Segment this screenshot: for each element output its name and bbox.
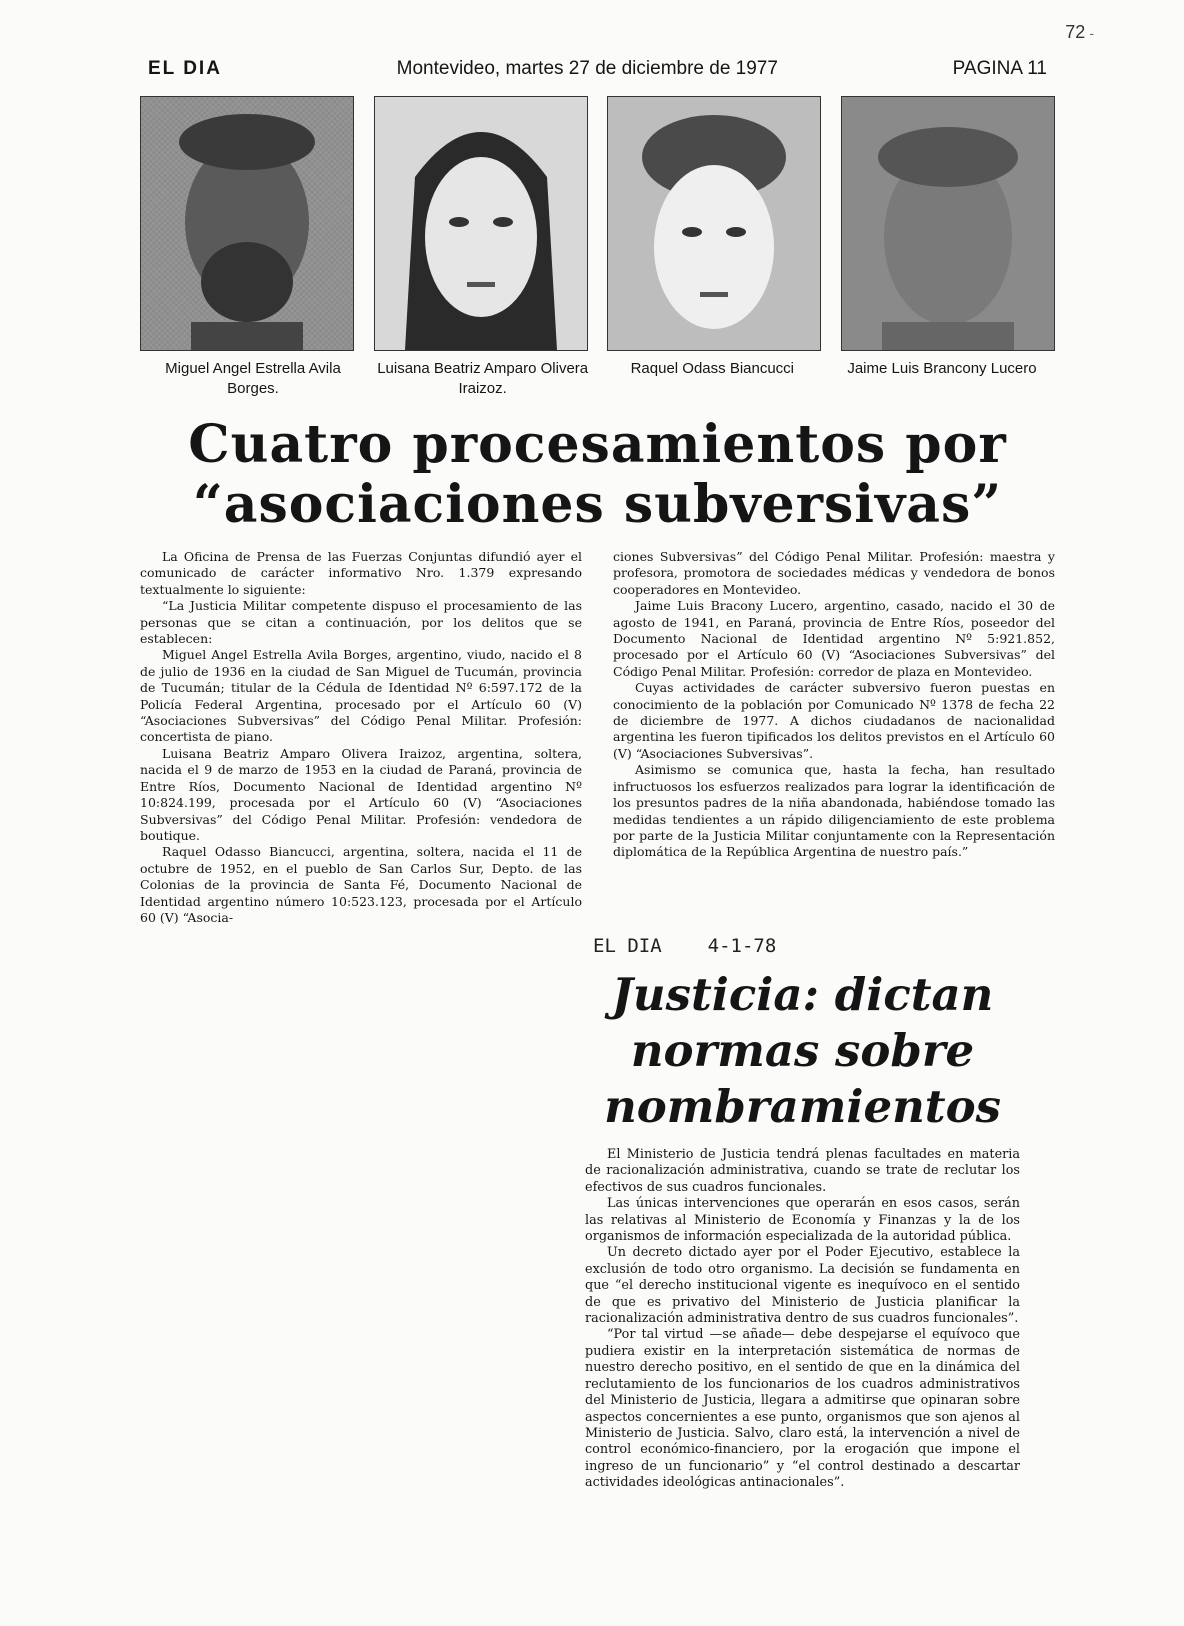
paragraph: Miguel Angel Estrella Avila Borges, argentino, viudo, nacido el 8 de julio de 1936 en la ciudad de San Miguel de Tucumán, provincia de Tucumán; titular de la Cédula de Identidad Nº 6:597.172 de la Policía Federal Argentina, procesado por el Artículo 60 (V) “Asociaciones Subversivas” del Código Penal Militar. Profesión: concertista de piano.	[140, 647, 582, 745]
paragraph: Las únicas intervenciones que operarán en esos casos, serán las relativas al Ministerio de Economía y Finanzas y la de los organismos de información especializada de la autoridad pública.	[585, 1196, 1020, 1245]
paragraph: Jaime Luis Bracony Lucero, argentino, casado, nacido el 30 de agosto de 1941, en Paraná, provincia de Entre Ríos, poseedor del Documento Nacional de Identidad argentino Nº 5:921.852, procesado por el Artículo 60 (V) “Asociaciones Subversivas” del Código Penal Militar. Profesión: corredor de plaza en Montevideo.	[613, 598, 1055, 679]
paragraph: La Oficina de Prensa de las Fuerzas Conjuntas difundió ayer el comunicado de carácter informativo Nro. 1.379 expresando textualmente lo siguiente:	[140, 549, 582, 597]
paragraph: Raquel Odasso Biancucci, argentina, soltera, nacida el 11 de octubre de 1952, en el pueblo de San Carlos Sur, Depto. de las Colonias de la provincia de Santa Fé, Documento Nacional de Identidad argentino número 10:523.123, procesada por el Artículo 60 (V) “Asocia-	[140, 844, 582, 925]
headline-2-line-2: normas sobre	[630, 1024, 975, 1077]
portrait-photo-4	[841, 96, 1055, 351]
caption-1: Miguel Angel Estrella Avila Borges.	[165, 360, 341, 397]
paragraph: ciones Subversivas” del Código Penal Militar. Profesión: maestra y profesora, promotora de sociedades médicas y vendedora de bonos cooperadores en Montevideo.	[613, 549, 1055, 597]
masthead	[140, 58, 1055, 80]
handwritten-date: 4-1-78	[707, 935, 777, 957]
paragraph: Asimismo se comunica que, hasta la fecha, han resultado infructuosos los esfuerzos realizados para lograr la identificación de los presuntos padres de la niña abandonada, habiéndose tomado las medidas tendientes a un rápido diligenciamiento de este problema por parte de la Justicia Militar conjuntamente con la Representación diplomática de la República Argentina de nuestro país.”	[613, 762, 1055, 860]
paragraph: Cuyas actividades de carácter subversivo fueron puestas en conocimiento de la población por Comunicado Nº 1378 de fecha 22 de diciembre de 1977. A dichos ciudadanos de nacionalidad argentina les fueron tipificados los delitos previstos en el Artículo 60 (V) “Asociaciones Subversivas”.	[613, 680, 1055, 761]
headline-2-line-3: nombramientos	[604, 1080, 1001, 1133]
headline-line-2: “asociaciones subversivas”	[192, 474, 1003, 535]
handwritten-annotation	[585, 935, 1020, 957]
portrait-photo-3	[607, 96, 821, 351]
article-columns	[140, 549, 1055, 926]
headline-line-1: Cuatro procesamientos por	[188, 414, 1007, 475]
headline-2	[585, 967, 1020, 1135]
newspaper-clipping-1	[140, 58, 1055, 926]
caption-2: Luisana Beatriz Amparo Olivera Iraizoz.	[377, 360, 589, 397]
newspaper-clipping-2	[585, 935, 1020, 1492]
caption-3: Raquel Odass Biancucci	[630, 360, 795, 377]
paragraph: Un decreto dictado ayer por el Poder Ejecutivo, establece la exclusión de todo otro organismo. La decisión se fundamenta en que “el derecho institucional vigente es inequívoco en el sentido de que es privativo del Ministerio de Justicia planificar la racionalización administrativa dentro de sus cuadros funcionales”.	[585, 1245, 1020, 1327]
newspaper-name: EL DIA	[148, 58, 222, 79]
caption-4: Jaime Luis Brancony Lucero	[847, 360, 1037, 377]
portrait-photo-1	[140, 96, 354, 351]
portrait-row	[140, 96, 1055, 351]
right-column	[613, 549, 1055, 926]
handwritten-source: EL DIA	[593, 935, 662, 957]
article-body-2	[585, 1147, 1020, 1492]
headline	[140, 415, 1055, 535]
paragraph: “Por tal virtud —se añade— debe despejarse el equívoco que pudiera existir en la interpretación sistemática de normas de nuestro derecho positivo, en el sentido de que en la dinámica del reclutamiento de los funcionarios de los cuadros administrativos del Ministerio de Justicia, llegara a admitirse que opinaran sobre aspectos concernientes a ese punto, organismos que son ajenos al Ministerio de Justicia. Salvo, claro está, la intervención a nivel de control económico-financiero, por la erogación que impone el ingreso de un funcionario” y “el control destinado a descartar actividades ideológicas antinacionales”.	[585, 1327, 1020, 1491]
paragraph: Luisana Beatriz Amparo Olivera Iraizoz, argentina, soltera, nacida el 9 de marzo de 1953 en la ciudad de Paraná, provincia de Entre Ríos, Documento Nacional de Identidad argentino Nº 10:824.199, procesada por el Artículo 60 (V) “Asociaciones Subversivas” del Código Penal Militar. Profesión: vendedora de boutique.	[140, 745, 582, 843]
left-column	[140, 549, 582, 926]
dateline: Montevideo, martes 27 de diciembre de 1977	[396, 58, 778, 79]
page-label: PAGINA 11	[952, 58, 1047, 79]
paragraph: El Ministerio de Justicia tendrá plenas facultades en materia de racionalización administrativa, cuando se trate de reclutar los efectivos de sus cuadros funcionales.	[585, 1147, 1020, 1195]
portrait-photo-2	[374, 96, 588, 351]
archive-page-number: 72 -	[1065, 22, 1096, 42]
paragraph: “La Justicia Militar competente dispuso el procesamiento de las personas que se citan a continuación, por los delitos que se establecen:	[140, 598, 582, 647]
page-marks: -	[1089, 25, 1096, 41]
headline-2-line-1: Justicia: dictan	[611, 968, 994, 1021]
photo-captions	[140, 359, 1055, 399]
